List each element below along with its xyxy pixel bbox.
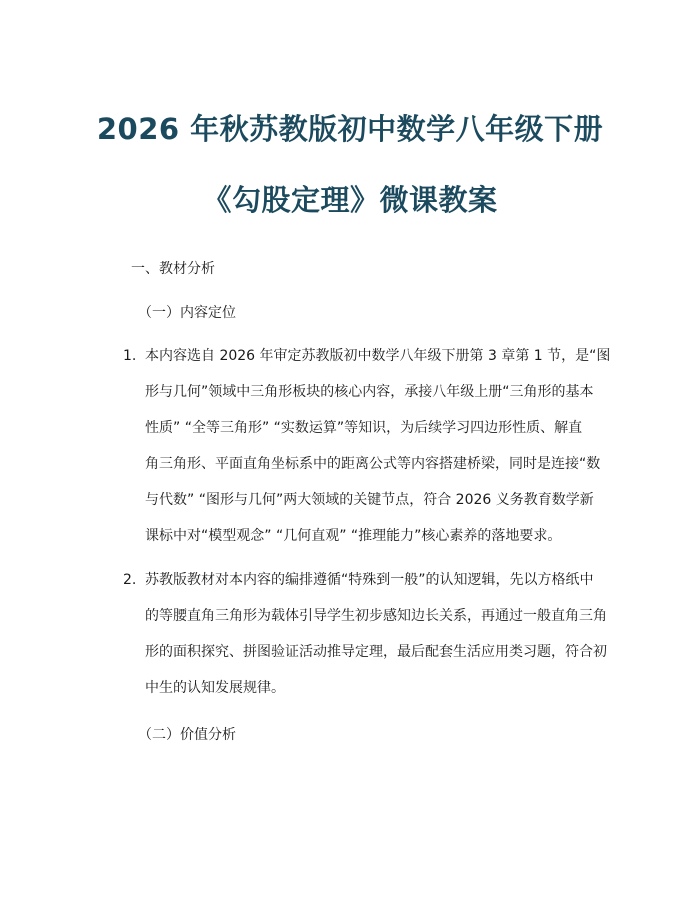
list-item [123,338,611,554]
paragraph-line: 形与几何”领域中三角形板块的核心内容，承接八年级上册“三角形的基本 [145,384,594,400]
document-title-line1: 2026 年秋苏教版初中数学八年级下册 [96,112,604,146]
paragraph-line: 角三角形、平面直角坐标系中的距离公式等内容搭建桥梁，同时是连接“数 [145,456,601,472]
list-item [123,562,608,706]
list-item-text [145,338,611,554]
subsection-heading-content-positioning: （一）内容定位 [138,305,236,321]
document-title-line2: 《勾股定理》微课教案 [202,183,498,217]
list-item-number: 2. [123,572,137,588]
paragraph-line: 课标中对“模型观念” “几何直观” “推理能力”核心素养的落地要求。 [145,528,562,544]
list-item-number: 1. [123,348,137,364]
paragraph-line: 形的面积探究、拼图验证活动推导定理，最后配套生活应用类习题，符合初 [145,644,607,660]
section-heading-textbook-analysis: 一、教材分析 [131,261,215,277]
paragraph-line: 本内容选自 2026 年审定苏教版初中数学八年级下册第 3 章第 1 节，是“图 [145,348,611,364]
paragraph-line: 中生的认知发展规律。 [145,680,285,696]
paragraph-line: 与代数” “图形与几何”两大领域的关键节点，符合 2026 义务教育数学新 [145,492,594,508]
paragraph-line: 性质” “全等三角形” “实数运算”等知识，为后续学习四边形性质、解直 [145,420,583,436]
paragraph-line: 苏教版教材对本内容的编排遵循“特殊到一般”的认知逻辑，先以方格纸中 [145,572,594,588]
list-item-text [145,562,608,706]
paragraph-line: 的等腰直角三角形为载体引导学生初步感知边长关系，再通过一般直角三角 [145,608,607,624]
subsection-heading-value-analysis: （二）价值分析 [138,727,236,743]
